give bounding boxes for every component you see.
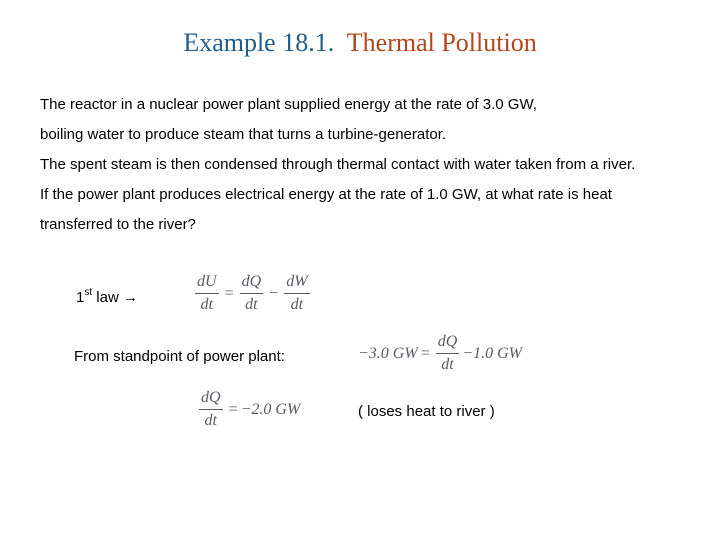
minus-sign: − bbox=[269, 284, 279, 302]
equation-rhs: −1.0 GW bbox=[462, 344, 522, 362]
first-law-text: law bbox=[96, 289, 119, 306]
equals-sign: = bbox=[420, 344, 430, 362]
heat-loss-note: ( loses heat to river ) bbox=[358, 403, 495, 420]
example-topic: Thermal Pollution bbox=[346, 28, 537, 57]
first-law-label bbox=[76, 288, 138, 306]
equals-sign: = bbox=[228, 400, 238, 418]
first-law-equation bbox=[192, 273, 313, 314]
dq-dt-fraction: $\frac{dQ}{dt}$ bbox=[201, 389, 221, 429]
slide-title bbox=[0, 28, 720, 58]
problem-line: boiling water to produce steam that turns a turbine-generator. bbox=[40, 126, 447, 143]
dq-dt-fraction: $\frac{dQ}{dt}$ bbox=[241, 273, 262, 313]
problem-line: transferred to the river? bbox=[40, 216, 196, 233]
dq-dt-fraction: $\frac{dQ}{dt}$ bbox=[437, 333, 458, 373]
dw-dt-fraction: $\frac{dW}{dt}$ bbox=[286, 273, 308, 313]
first-law-ordinal: st bbox=[84, 287, 93, 298]
standpoint-label: From standpoint of power plant: bbox=[74, 348, 285, 365]
problem-line: The reactor in a nuclear power plant supplied energy at the rate of 3.0 GW, bbox=[40, 96, 537, 113]
equation-lhs: −3.0 GW bbox=[358, 344, 418, 362]
equation-rhs: −2.0 GW bbox=[240, 400, 301, 418]
power-plant-equation bbox=[358, 333, 522, 374]
problem-statement bbox=[40, 90, 700, 240]
equals-sign: = bbox=[224, 284, 234, 302]
example-number: Example 18.1. bbox=[183, 28, 335, 57]
problem-line: The spent steam is then condensed through thermal contact with water taken from a river. bbox=[40, 156, 636, 173]
problem-line: If the power plant produces electrical energy at the rate of 1.0 GW, at what rate is heat bbox=[40, 186, 612, 203]
first-law-number: 1 bbox=[76, 289, 85, 306]
du-dt-fraction: $\frac{dU}{dt}$ bbox=[197, 273, 217, 313]
result-equation bbox=[196, 389, 300, 430]
right-arrow-icon: → bbox=[122, 289, 138, 306]
